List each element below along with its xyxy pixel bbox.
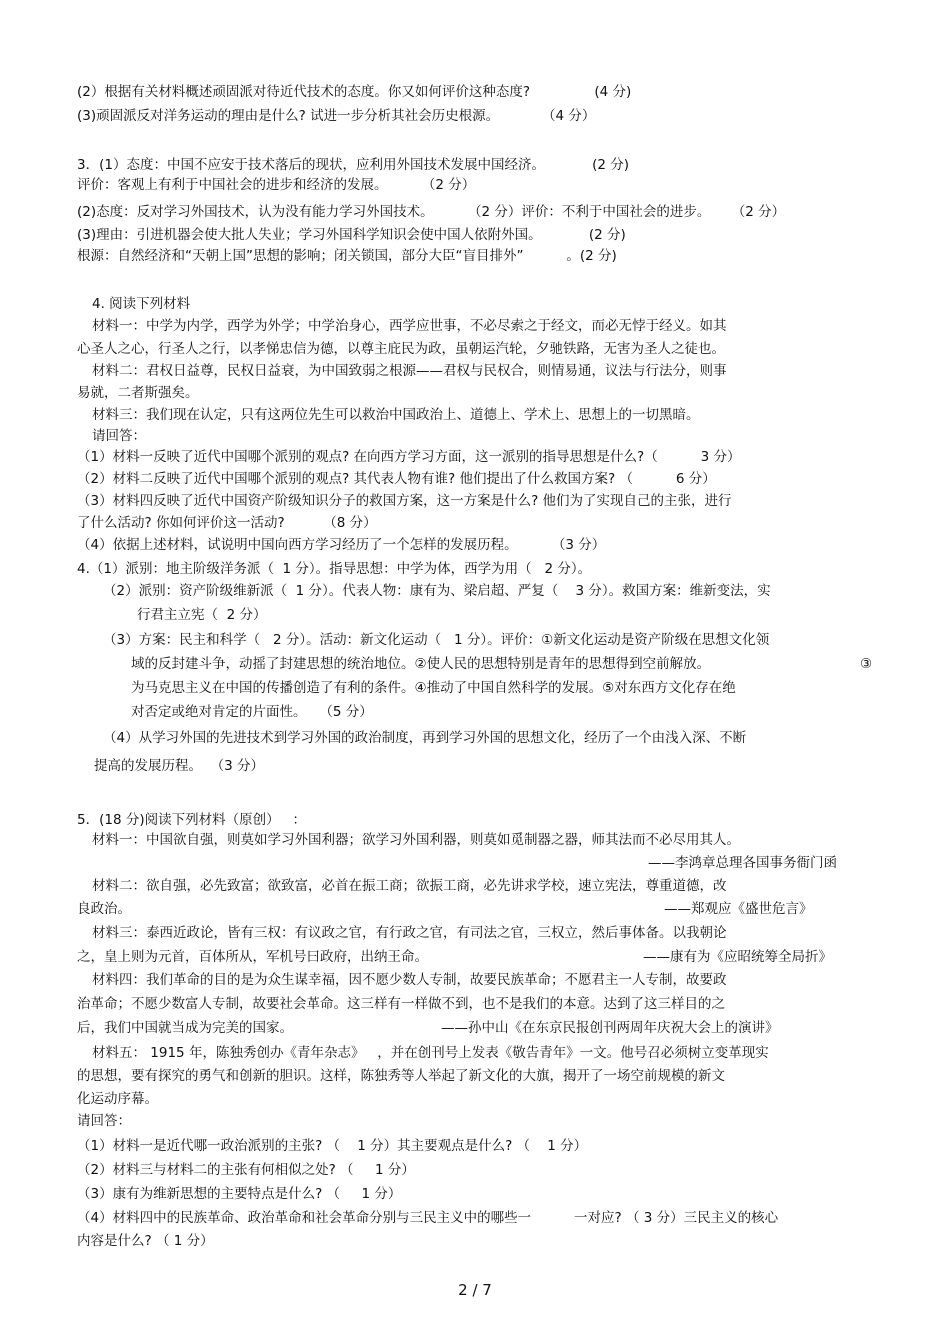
text-line: 易就，二者斯强矣。 bbox=[77, 385, 199, 401]
text-line: 根源：自然经济和“天朝上国”思想的影响；闭关锁国，部分大臣“盲目排外” 。(2 分) bbox=[77, 248, 617, 264]
text-line: 域的反封建斗争，动摇了封建思想的统治地位。②使人民的思想特别是青年的思想得到空前解放。 bbox=[131, 656, 711, 672]
text-line: （2）材料三与材料二的主张有何相似之处? （ 1 分） bbox=[77, 1162, 415, 1178]
text-line: 4. 阅读下列材料 bbox=[92, 296, 191, 312]
text-line: 请回答： bbox=[92, 428, 146, 444]
text-line: ——孙中山《在东京民报创刊两周年庆祝大会上的演讲》 bbox=[441, 1020, 779, 1036]
text-line: （4）依据上述材料，试说明中国向西方学习经历了一个怎样的发展历程。 （3 分） bbox=[77, 537, 606, 553]
text-line: 提高的发展历程。 （3 分） bbox=[94, 758, 264, 774]
text-line: （2）材料二反映了近代中国哪个派别的观点? 其代表人物有谁? 他们提出了什么救国方案? （ 6 分） bbox=[77, 471, 716, 487]
text-line: （4）材料四中的民族革命、政治革命和社会革命分别与三民主义中的哪些一 一对应? （ 3 分）三民主义的核心 bbox=[77, 1210, 779, 1226]
text-line: （1）材料一反映了近代中国哪个派别的观点? 在向西方学习方面，这一派别的指导思想是什么?（ 3 分） bbox=[77, 449, 741, 465]
text-line: 心圣人之心，行圣人之行，以孝悌忠信为德，以尊主庇民为政，虽朝运汽轮，夕驰铁路，无害为圣人之徒也。 bbox=[77, 341, 725, 357]
text-line: (2）根据有关材料概述顽固派对待近代技术的态度。你又如何评价这种态度? (4 分) bbox=[77, 84, 632, 100]
text-line: 材料一：中国欲自强，则莫如学习外国利器；欲学习外国利器，则莫如觅制器之器，师其法而不必尽用其人。 bbox=[92, 832, 740, 848]
text-line: ——康有为《应昭统筹全局折》 bbox=[643, 949, 832, 965]
text-line: 5．(18 分)阅读下列材料（原创） ： bbox=[77, 812, 306, 828]
text-line: 材料五： 1915 年，陈独秀创办《青年杂志》 ，并在创刊号上发表《敬告青年》一文。他号召必须树立变革现实 bbox=[92, 1045, 769, 1061]
text-line: （1）材料一是近代哪一政治派别的主张? （ 1 分）其主要观点是什么? （ 1 分） bbox=[77, 1138, 588, 1154]
text-line: 评价：客观上有利于中国社会的进步和经济的发展。 （2 分） bbox=[77, 177, 476, 193]
text-line: 的思想，要有探究的勇气和创新的胆识。这样，陈独秀等人举起了新文化的大旗，揭开了一场空前规模的新文 bbox=[77, 1068, 725, 1084]
text-line: 良政治。 bbox=[77, 901, 131, 917]
text-line: （3）方案：民主和科学（ 2 分）。活动：新文化运动（ 1 分）。评价：①新文化运动是资产阶级在思想文化领 bbox=[103, 632, 770, 648]
text-line: ③ bbox=[860, 656, 873, 672]
text-line: （4）从学习外国的先进技术到学习外国的政治制度，再到学习外国的思想文化，经历了一个由浅入深、不断 bbox=[103, 730, 747, 746]
text-line: 对否定或绝对肯定的片面性。 （5 分） bbox=[131, 704, 373, 720]
page-number: 2 / 7 bbox=[458, 1281, 492, 1299]
text-line: 3．(1）态度：中国不应安于技术落后的现状，应利用外国技术发展中国经济。 (2 分) bbox=[77, 157, 630, 173]
text-line: 为马克思主义在中国的传播创造了有利的条件。④推动了中国自然科学的发展。⑤对东西方文化存在绝 bbox=[131, 680, 736, 696]
text-line: （2）派别：资产阶级维新派（ 1 分）。代表人物：康有为、梁启超、严复（ 3 分）。救国方案：维新变法，实 bbox=[103, 583, 771, 599]
text-line: 材料一：中学为内学，西学为外学；中学治身心，西学应世事，不必尽索之于经文，而必无悖于经义。如其 bbox=[92, 318, 727, 334]
text-line: 行君主立宪（ 2 分） bbox=[137, 607, 267, 623]
text-line: (3)理由：引进机器会使大批人失业；学习外国科学知识会使中国人依附外国。 (2 分) bbox=[77, 227, 626, 243]
text-line: 材料二：君权日益尊，民权日益衰，为中国致弱之根源——君权与民权合，则情易通，议法与行法分，则事 bbox=[92, 363, 727, 379]
text-line: ——李鸿章总理各国事务衙门函 bbox=[648, 855, 837, 871]
text-line: 请回答： bbox=[77, 1113, 131, 1129]
text-line: 后，我们中国就当成为完美的国家。 bbox=[77, 1020, 293, 1036]
text-line: 材料三：泰西近政论，皆有三权：有议政之官，有行政之官，有司法之官，三权立，然后事体备。以我朝论 bbox=[92, 925, 727, 941]
text-line: 4.（1）派别：地主阶级洋务派（ 1 分）。指导思想：中学为体，西学为用（ 2 分）。 bbox=[77, 561, 592, 577]
text-line: 材料三：我们现在认定，只有这两位先生可以救治中国政治上、道德上、学术上、思想上的一切黑暗。 bbox=[92, 407, 700, 423]
text-line: 材料四：我们革命的目的是为众生谋幸福，因不愿少数人专制，故要民族革命；不愿君主一人专制，故要政 bbox=[92, 972, 727, 988]
text-line: （3）材料四反映了近代中国资产阶级知识分子的救国方案，这一方案是什么? 他们为了实现自己的主张，进行 bbox=[77, 493, 732, 509]
text-line: 化运动序幕。 bbox=[77, 1091, 158, 1107]
text-line: （3）康有为维新思想的主要特点是什么? （ 1 分） bbox=[77, 1186, 402, 1202]
text-line: 之，皇上则为元首，百体所从，军机号曰政府，出纳王命。 bbox=[77, 949, 428, 965]
text-line: (3)顽固派反对洋务运动的理由是什么? 试进一步分析其社会历史根源。 （4 分） bbox=[77, 108, 596, 124]
text-line: (2)态度：反对学习外国技术，认为没有能力学习外国技术。 （2 分）评价：不利于中国社会的进步。 （2 分） bbox=[77, 204, 786, 220]
text-line: ——郑观应《盛世危言》 bbox=[664, 901, 813, 917]
text-line: 治革命；不愿少数富人专制，故要社会革命。这三样有一样做不到，也不是我们的本意。达到了这三样目的之 bbox=[77, 996, 725, 1012]
text-line: 材料二：欲自强，必先致富；欲致富，必首在振工商；欲振工商，必先讲求学校，速立宪法，尊重道德，改 bbox=[92, 878, 727, 894]
text-line: 了什么活动? 你如何评价这一活动? （8 分） bbox=[77, 515, 377, 531]
text-line: 内容是什么? （ 1 分） bbox=[77, 1233, 214, 1249]
